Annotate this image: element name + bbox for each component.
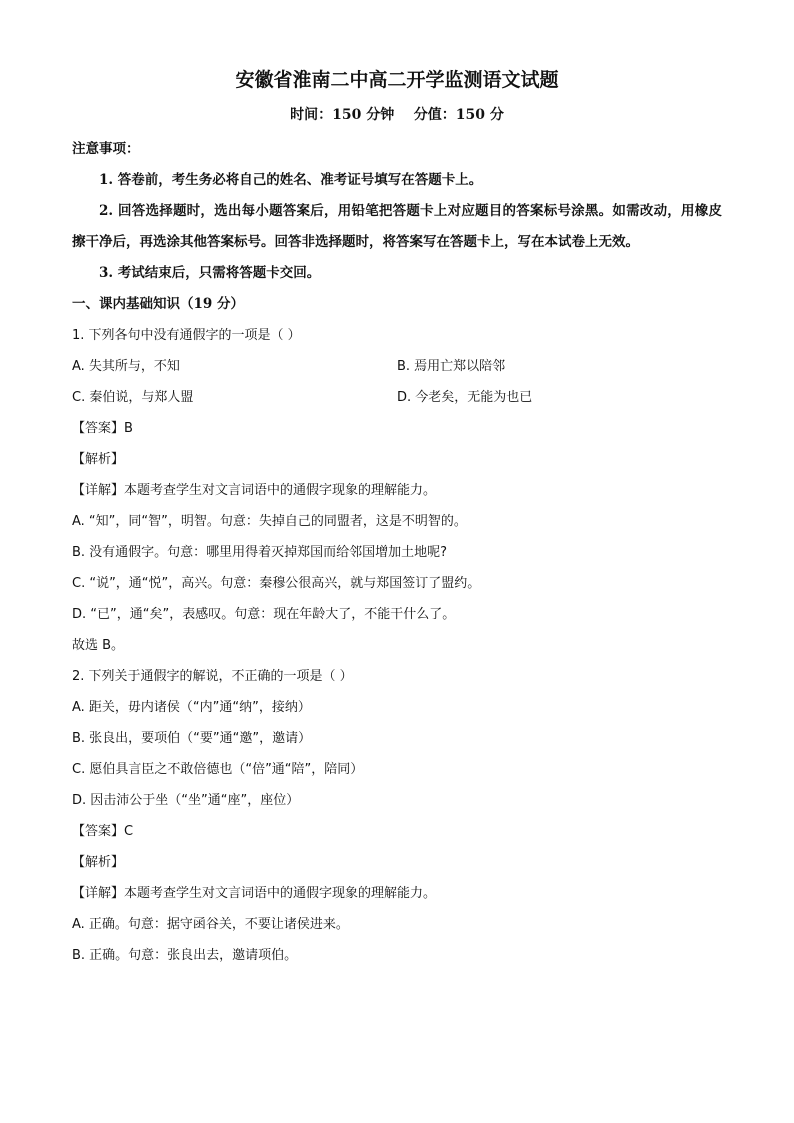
question-1-detail — [72, 475, 722, 506]
question-1-analysis-tag: 【解析】 — [72, 452, 125, 467]
question-2-option-d: D. 因击沛公于坐（“坐”通“座”，座位） — [72, 793, 300, 808]
question-2-detail — [72, 878, 722, 909]
question-2-explain-a: A. 正确。句意：据守函谷关，不要让诸侯进来。 — [72, 917, 349, 932]
detail-tag: 【详解】 — [72, 886, 125, 901]
question-1-stem: 1. 下列各句中没有通假字的一项是（ ） — [72, 328, 301, 343]
detail-text: 本题考查学生对文言词语中的通假字现象的理解能力。 — [124, 483, 437, 498]
section-heading: 一、课内基础知识（19 分） — [72, 296, 244, 312]
question-1-explain-a: A. “知”，同“智”，明智。句意：失掉自己的同盟者，这是不明智的。 — [72, 514, 467, 529]
notice-item-3: 3. 考试结束后，只需将答题卡交回。 — [99, 265, 321, 281]
exam-time-score: 时间：150 分钟 分值：150 分 — [290, 107, 504, 123]
detail-text: 本题考查学生对文言词语中的通假字现象的理解能力。 — [124, 886, 437, 901]
question-1-option-a: A. 失其所与，不知 — [72, 359, 180, 374]
notice-item-1: 1. 答卷前，考生务必将自己的姓名、准考证号填写在答题卡上。 — [99, 172, 483, 188]
question-1-option-d: D. 今老矣，无能为也已 — [397, 390, 533, 405]
question-2-explain-b: B. 正确。句意：张良出去，邀请项伯。 — [72, 948, 298, 963]
question-2-option-c: C. 愿伯具言臣之不敢倍德也（“倍”通“陪”，陪同） — [72, 762, 364, 777]
exam-title: 安徽省淮南二中高二开学监测语文试题 — [235, 69, 559, 91]
question-1-answer — [72, 413, 722, 444]
answer-value: C — [124, 824, 134, 839]
question-1-options-row-1 — [72, 351, 722, 382]
question-1-conclusion: 故选 B。 — [72, 638, 125, 653]
answer-tag: 【答案】 — [72, 824, 125, 839]
question-1-explain-d: D. “已”，通“矣”，表感叹。句意：现在年龄大了，不能干什么了。 — [72, 607, 456, 622]
question-2-option-b: B. 张良出，要项伯（“要”通“邀”，邀请） — [72, 731, 312, 746]
question-1-option-c: C. 秦伯说，与郑人盟 — [72, 390, 194, 405]
detail-tag: 【详解】 — [72, 483, 125, 498]
question-2-answer — [72, 816, 722, 847]
notice-item-2: 2. 回答选择题时，选出每小题答案后，用铅笔把答题卡上对应题目的答案标号涂黑。如需改动，用橡皮擦干净后，再选涂其他答案标号。回答非选择题时，将答案写在答题卡上，写在本试卷上无效。 — [72, 203, 722, 250]
question-1-options-row-2 — [72, 382, 722, 413]
answer-tag: 【答案】 — [72, 421, 125, 436]
exam-page — [72, 60, 722, 971]
question-1-explain-b: B. 没有通假字。句意：哪里用得着灭掉郑国而给邻国增加土地呢? — [72, 545, 448, 560]
question-1-option-b: B. 焉用亡郑以陪邻 — [397, 359, 506, 374]
question-1-explain-c: C. “说”，通“悦”，高兴。句意：秦穆公很高兴，就与郑国签订了盟约。 — [72, 576, 481, 591]
notice-heading: 注意事项： — [72, 141, 140, 157]
question-2-analysis-tag: 【解析】 — [72, 855, 125, 870]
answer-value: B — [124, 421, 133, 436]
question-2-option-a: A. 距关，毋内诸侯（“内”通“纳”，接纳） — [72, 700, 311, 715]
question-2-stem: 2. 下列关于通假字的解说，不正确的一项是（ ） — [72, 669, 353, 684]
